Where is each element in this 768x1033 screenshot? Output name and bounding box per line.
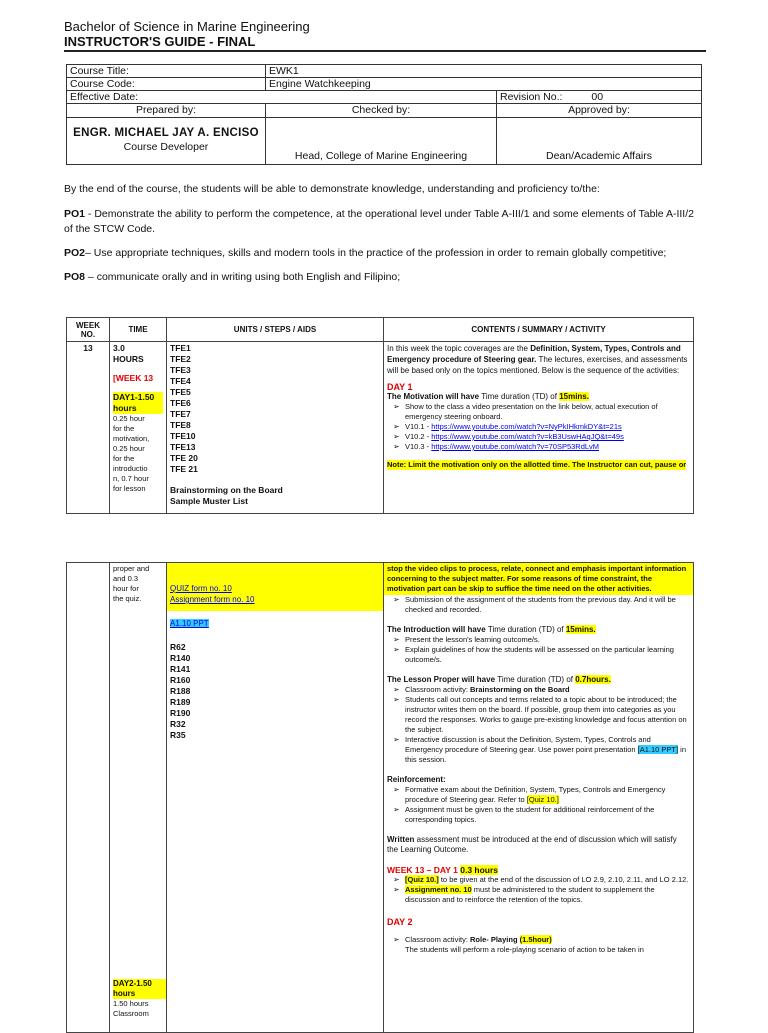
week13-day1-line xyxy=(387,865,690,875)
lesson-a: The Lesson Proper will have xyxy=(387,675,498,684)
reference-item: R188 xyxy=(170,686,191,696)
course-info-table xyxy=(66,64,702,165)
time-note: for the xyxy=(113,424,135,433)
motivation-a: The Motivation will have xyxy=(387,392,482,401)
activity-name: Brainstorming on the Board xyxy=(470,685,570,694)
day2-description: The students will perform a role-playing scenario of action to be taken in xyxy=(405,945,644,954)
effective-date-label: Effective Date: xyxy=(67,91,497,104)
week13-bullets xyxy=(387,875,690,905)
outcome-text: – communicate orally and in writing using both English and Filipino; xyxy=(85,271,401,283)
formative-text: Formative exam about the Definition, System, Types, Controls and Emergency procedure of Steering gear. Refer to xyxy=(405,785,666,804)
list-item: ➢ Show to the class a video presentation on the link below, actual execution of emergency steering onboard. xyxy=(405,402,690,422)
video-label: V10.3 - xyxy=(405,442,432,451)
week13-duration: 0.3 hours xyxy=(460,865,499,875)
lesson-duration: 0.7hours. xyxy=(575,675,611,684)
ppt-link[interactable]: A1.10 PPT xyxy=(170,619,209,628)
unit-item: TFE6 xyxy=(170,398,191,408)
time-note: the quiz. xyxy=(113,594,142,603)
reference-item: R141 xyxy=(170,664,191,674)
unit-item: TFE3 xyxy=(170,365,191,375)
list-item xyxy=(405,935,690,945)
unit-item: TFE 20 xyxy=(170,453,198,463)
col-contents-header: CONTENTS / SUMMARY / ACTIVITY xyxy=(384,318,694,342)
video-link[interactable]: https://www.youtube.com/watch?v=70SP53RdLvM xyxy=(431,442,600,451)
lesson-b: Time duration (TD) of xyxy=(497,675,576,684)
video-label: V10.2 - xyxy=(405,432,432,441)
outcome-text: – Use appropriate techniques, skills and modern tools in the practice of the profession in order to remain globally competitive; xyxy=(85,247,667,259)
contents-cell xyxy=(384,563,694,1033)
unit-item: TFE5 xyxy=(170,387,191,397)
time-note: proper and xyxy=(113,564,150,573)
activity-label: Classroom activity: xyxy=(405,685,471,694)
course-code-label: Course Code: xyxy=(67,78,266,91)
day1-label: DAY 1 xyxy=(387,382,413,392)
time-note: 1.50 hours xyxy=(113,999,149,1008)
motivation-duration: 15mins. xyxy=(559,392,589,401)
lesson-table-part1 xyxy=(66,317,694,514)
forms-block xyxy=(167,563,383,611)
outcome-code: PO2 xyxy=(64,247,86,259)
written-label: Written xyxy=(387,835,415,844)
list-item xyxy=(405,735,690,765)
unit-brainstorm: Brainstorming on the Board xyxy=(170,485,283,495)
written-text: assessment must be introduced at the end of discussion which will satisfy the Learning Outcome. xyxy=(387,835,677,854)
quiz-form-link[interactable]: QUIZ form no. 10 xyxy=(170,584,232,593)
activity-label: Classroom activity: xyxy=(405,935,471,944)
unit-muster-list: Sample Muster List xyxy=(170,496,248,506)
time-note: 0.25 hour xyxy=(113,414,145,423)
lesson-table-part2 xyxy=(66,562,694,1033)
list-item xyxy=(405,785,690,805)
time-note: introductio xyxy=(113,464,148,473)
unit-item: TFE7 xyxy=(170,409,191,419)
course-code-value: Engine Watchkeeping xyxy=(266,78,702,91)
reference-item: R160 xyxy=(170,675,191,685)
week-number: 13 xyxy=(67,342,110,514)
unit-item: TFE2 xyxy=(170,354,191,364)
quiz-text: to be given at the end of the discussion of LO 2.9, 2.10, 2.11, and LO 2.12. xyxy=(438,875,689,884)
program-title: Bachelor of Science in Marine Engineering xyxy=(64,19,310,34)
col-week-header: WEEK NO. xyxy=(67,318,110,342)
video-link[interactable]: https://www.youtube.com/watch?v=NyPkIHkmkDY&t=21s xyxy=(431,422,622,431)
introduction-bullets xyxy=(387,635,690,665)
assignment-form-link[interactable]: Assignment form no. 10 xyxy=(170,595,255,604)
motivation-continued: stop the video clips to process, relate, connect and emphasis important information concerning to the subject matter. For some reasons of time constraint, the motivation part can be skip to suffice the time need on the other activities. xyxy=(384,563,693,595)
activity-name: Role- Playing xyxy=(470,935,520,944)
list-item xyxy=(405,885,690,905)
checked-role: Head, College of Marine Engineering xyxy=(266,118,497,165)
references-list xyxy=(170,642,380,741)
submission-bullets xyxy=(387,595,690,615)
list-item xyxy=(405,432,690,442)
time-note: Classroom xyxy=(113,1009,149,1018)
approved-label: Approved by: xyxy=(497,104,702,118)
list-item: ➢ Present the lesson's learning outcome/s. xyxy=(405,635,690,645)
list-item xyxy=(405,685,690,695)
outcome-text: - Demonstrate the ability to perform the competence, at the operational level under Table A-III/1 and some elements of Table A-III/2 of the STCW Code. xyxy=(64,208,694,235)
outcome-code: PO8 xyxy=(64,271,86,283)
quiz-ref: [Quiz 10.] xyxy=(526,795,559,804)
reference-item: R190 xyxy=(170,708,191,718)
revision-label: Revision No.: xyxy=(500,91,563,103)
content-intro xyxy=(387,343,690,376)
prepared-cell xyxy=(67,118,266,165)
time-note: 0.25 hour xyxy=(113,444,145,453)
time-cell xyxy=(110,342,167,514)
units-cell xyxy=(167,342,384,514)
written-assessment xyxy=(387,835,690,855)
time-note: for lesson xyxy=(113,484,146,493)
video-link[interactable]: https://www.youtube.com/watch?v=kB3UswHAqJQ&t=49s xyxy=(431,432,624,441)
outcome-code: PO1 xyxy=(64,208,86,220)
outcome-po2 xyxy=(64,246,704,261)
reinforcement-title: Reinforcement: xyxy=(387,775,446,784)
video-label: V10.1 - xyxy=(405,422,432,431)
assignment-text: must be administered to the student to supplement the discussion and to reinforce the retention of the topics. xyxy=(405,885,655,904)
reference-item: R189 xyxy=(170,697,191,707)
intro-text: By the end of the course, the students will be able to demonstrate knowledge, understanding and proficiency to/the: xyxy=(64,183,600,195)
reference-item: R140 xyxy=(170,653,191,663)
list-item xyxy=(405,422,690,432)
day1-time: DAY1-1.50 hours xyxy=(113,392,163,414)
content-intro-c: The lectures, exercises, and assessments will be based only on the topics mentioned. Below is the sequence of the activities: xyxy=(387,355,688,375)
unit-item: TFE13 xyxy=(170,442,196,452)
outcome-po1 xyxy=(64,207,704,237)
outcome-po8 xyxy=(64,270,704,285)
ppt-ref: [A1.10 PPT] xyxy=(637,745,679,754)
day2-label: DAY 2 xyxy=(387,917,413,927)
list-item: ➢ Explain guidelines of how the students will be assessed on the particular learning outcome/s. xyxy=(405,645,690,665)
reference-item: R32 xyxy=(170,719,186,729)
discussion-text: Interactive discussion is about the Definition, System, Types, Controls and Emergency procedure of Steering gear. Use power point presentation xyxy=(405,735,651,754)
list-item: ➢ Assignment must be given to the student for additional reinforcement of the corresponding topics. xyxy=(405,805,690,825)
reference-item: R35 xyxy=(170,730,186,740)
time-note: motivation, xyxy=(113,434,150,443)
week-tag: [WEEK 13 xyxy=(113,373,154,383)
guide-title: INSTRUCTOR'S GUIDE - FINAL xyxy=(64,34,256,49)
quiz-ref: [Quiz 10.] xyxy=(405,875,439,884)
col-units-header: UNITS / STEPS / AIDS xyxy=(167,318,384,342)
time-note: and 0.3 xyxy=(113,574,139,583)
lesson-bullets xyxy=(387,685,690,765)
discussion-tail: in this session. xyxy=(405,745,686,764)
prepared-name: ENGR. MICHAEL JAY A. ENCISO xyxy=(73,127,259,139)
list-item: ➢ Submission of the assignment of the students from the previous day. And it will be checked and recorded. xyxy=(405,595,690,615)
day2-time: DAY2-1.50 hours xyxy=(113,979,166,999)
lesson-proper-line xyxy=(387,675,690,685)
activity-duration: (1.5hour) xyxy=(519,935,552,944)
intro-a: The Introduction will have xyxy=(387,625,488,634)
revision-cell xyxy=(497,91,702,104)
unit-item: TFE1 xyxy=(170,343,191,353)
intro-duration: 15mins. xyxy=(565,625,596,634)
reinforcement-bullets xyxy=(387,785,690,825)
motivation-note: Note: Limit the motivation only on the allotted time. The Instructor can cut, pause or xyxy=(387,460,687,469)
revision-value: 00 xyxy=(591,91,604,103)
assignment-ref: Assignment no. 10 xyxy=(405,885,472,894)
course-title-label: Course Title: xyxy=(67,65,266,78)
introduction-line xyxy=(387,625,690,635)
motivation-bullets xyxy=(387,402,690,452)
contents-cell xyxy=(384,342,694,514)
week-cell-empty xyxy=(67,563,110,1033)
motivation-b: Time duration (TD) of xyxy=(481,392,560,401)
col-time-header: TIME xyxy=(110,318,167,342)
approved-role: Dean/Academic Affairs xyxy=(497,118,702,165)
units-cell xyxy=(167,563,384,1033)
day2-bullets xyxy=(387,935,690,945)
motivation-line xyxy=(387,392,690,402)
checked-label: Checked by: xyxy=(266,104,497,118)
course-title-value: EWK1 xyxy=(266,65,702,78)
list-item xyxy=(405,875,690,885)
unit-item: TFE4 xyxy=(170,376,191,386)
intro-b: Time duration (TD) of xyxy=(487,625,566,634)
list-item: ➢ Students call out concepts and terms related to a topic about to be introduced; the instructor writes them on the board. If possible, group them into categories as you record the responses. Works to gauge pre-existing knowledge and focus attention on the subject. xyxy=(405,695,690,735)
content-intro-a: In this week the topic coverages are the xyxy=(387,344,531,353)
prepared-role: Course Developer xyxy=(123,141,209,153)
list-item xyxy=(405,442,690,452)
reference-item: R62 xyxy=(170,642,186,652)
time-note: hour for xyxy=(113,584,139,593)
time-note: for the xyxy=(113,454,135,463)
prepared-label: Prepared by: xyxy=(67,104,266,118)
unit-item: TFE10 xyxy=(170,431,196,441)
time-hours-unit: HOURS xyxy=(113,354,144,364)
time-hours-value: 3.0 xyxy=(113,343,125,353)
week13-label: WEEK 13 – DAY 1 xyxy=(387,865,461,875)
header-rule xyxy=(64,50,706,52)
unit-item: TFE 21 xyxy=(170,464,198,474)
time-cell xyxy=(110,563,167,1033)
time-note: n, 0.7 hour xyxy=(113,474,149,483)
unit-item: TFE8 xyxy=(170,420,191,430)
content-intro-topic: Definition, System, Types, Controls and Emergency procedure of Steering gear. xyxy=(387,344,681,364)
